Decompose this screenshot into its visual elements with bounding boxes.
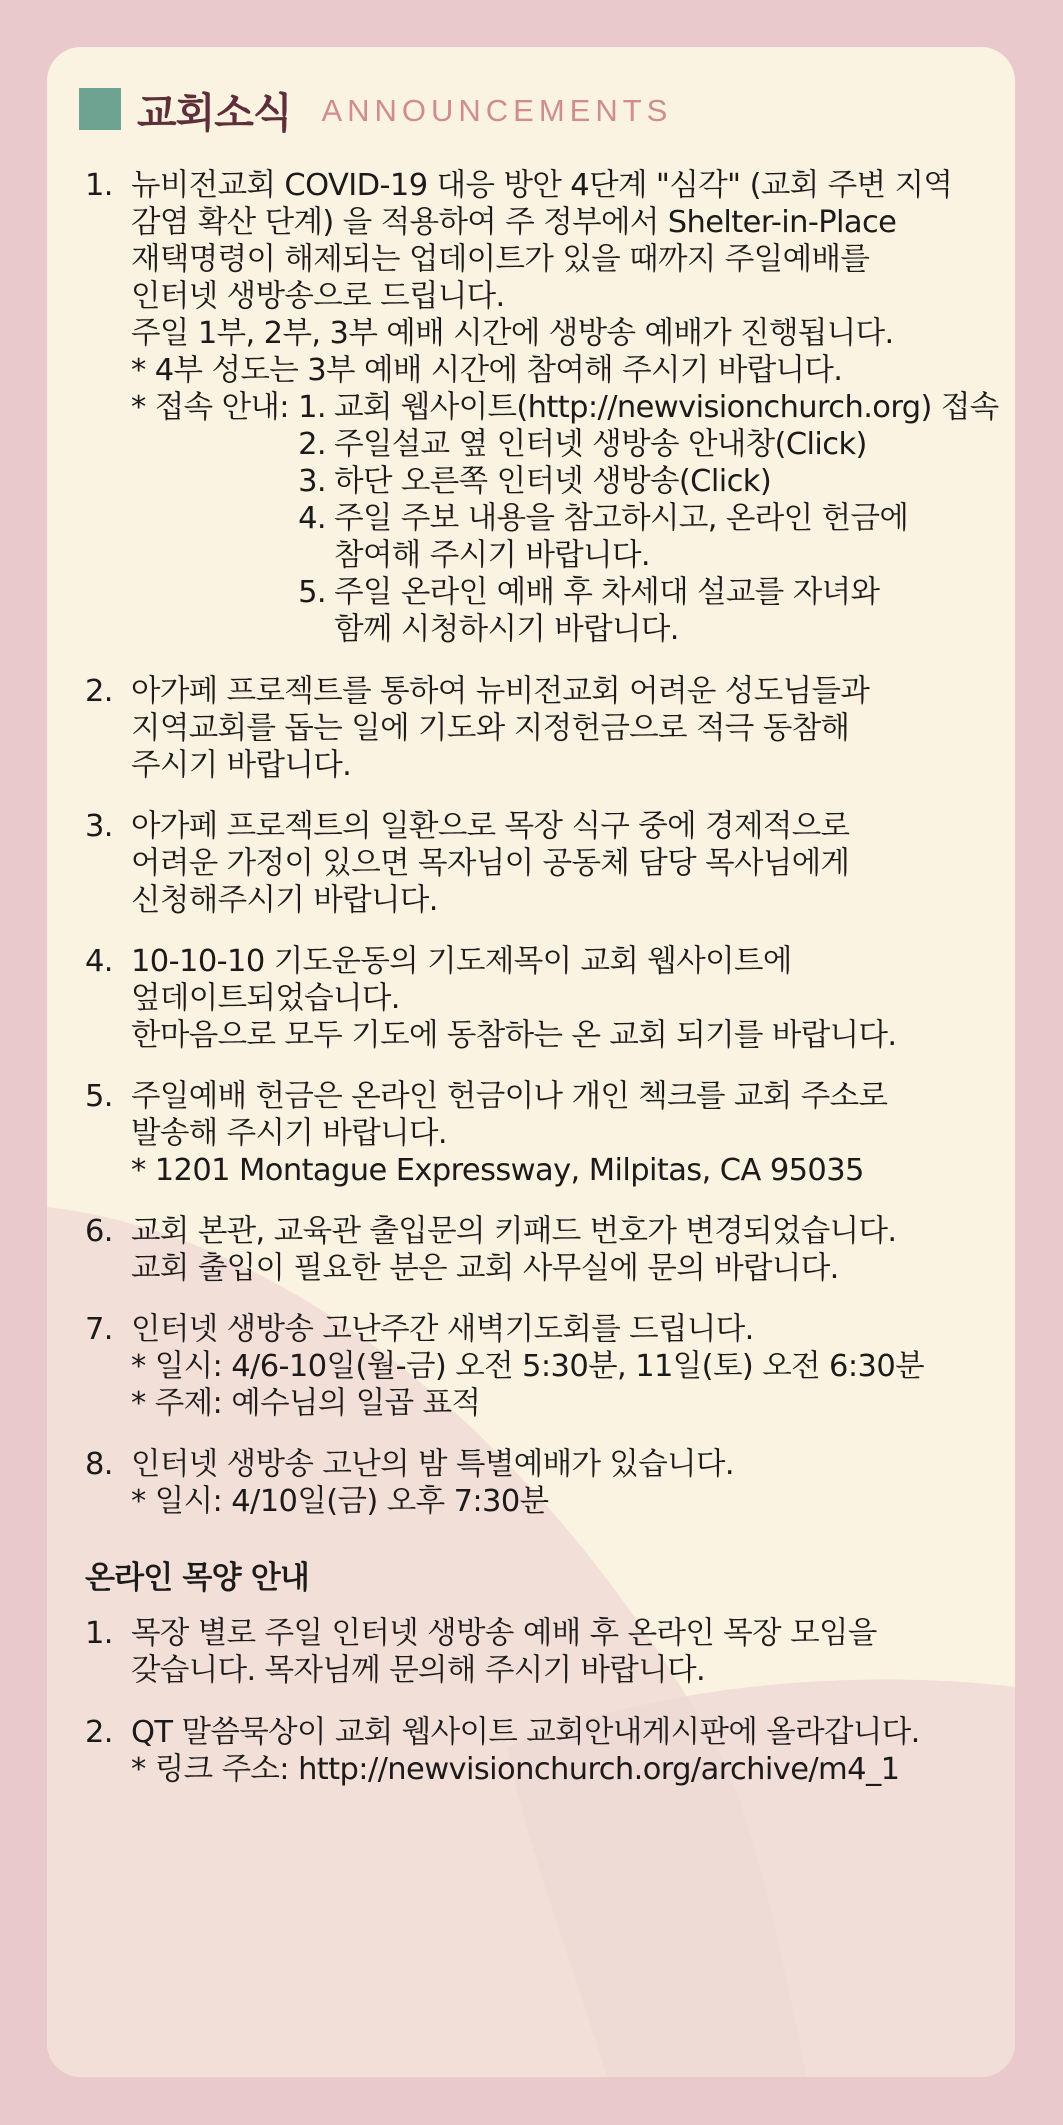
announcement-item <box>85 167 1015 648</box>
item-number: 7. <box>85 1312 113 1347</box>
item-line: 발송해 주시기 바랍니다. <box>131 1116 447 1151</box>
item-line: 뉴비전교회 COVID-19 대응 방안 4단계 "심각" (교회 주변 지역 <box>131 168 953 203</box>
item-number: 2. <box>85 1715 113 1750</box>
item-line: 아가페 프로젝트를 통하여 뉴비전교회 어려운 성도님들과 <box>131 674 870 709</box>
item-line: * 링크 주소: http://newvisionchurch.org/archive/m4_1 <box>131 1752 900 1787</box>
announcement-list <box>85 167 1015 1788</box>
item-line: 목장 별로 주일 인터넷 생방송 예배 후 온라인 목장 모임을 <box>131 1616 877 1651</box>
item-line: 교회 본관, 교육관 출입문의 키패드 번호가 변경되었습니다. <box>131 1214 897 1249</box>
access-step: 5. 주일 온라인 예배 후 차세대 설교를 자녀와 함께 시청하시기 바랍니다. <box>298 575 880 647</box>
announcement-item <box>85 673 1015 784</box>
announcement-item <box>85 1078 1015 1189</box>
title-korean: 교회소식 <box>137 88 292 137</box>
access-steps <box>298 389 999 648</box>
access-step: 3. 하단 오른쪽 인터넷 생방송(Click) <box>298 464 772 499</box>
item-line: 신청해주시기 바랍니다. <box>131 883 438 918</box>
item-number: 3. <box>85 809 113 844</box>
item-line: 한마음으로 모두 기도에 동참하는 온 교회 되기를 바랍니다. <box>131 1018 897 1053</box>
item-number: 6. <box>85 1214 113 1249</box>
item-line: 인터넷 생방송으로 드립니다. <box>131 279 505 314</box>
item-line: 인터넷 생방송 고난주간 새벽기도회를 드립니다. <box>131 1312 754 1347</box>
announcement-item <box>85 943 1015 1054</box>
online-section-title: 온라인 목양 안내 <box>85 1560 310 1596</box>
item-line: 지역교회를 돕는 일에 기도와 지정헌금으로 적극 동참해 <box>131 711 850 746</box>
announcement-item <box>85 808 1015 919</box>
announcement-item <box>85 1213 1015 1287</box>
item-number: 4. <box>85 944 113 979</box>
announcements-card <box>47 47 1015 2077</box>
item-line: 감염 확산 단계) 을 적용하여 주 정부에서 Shelter-in-Place <box>131 205 897 240</box>
access-label: * 접속 안내: <box>131 390 299 425</box>
item-number: 5. <box>85 1079 113 1114</box>
section-header <box>79 77 672 141</box>
item-number: 2. <box>85 674 113 709</box>
item-line: 엎데이트되었습니다. <box>131 981 400 1016</box>
announcement-item <box>85 1446 1015 1520</box>
access-step: 2. 주일설교 옆 인터넷 생방송 안내창(Click) <box>298 427 867 462</box>
item-line: 재택명령이 해제되는 업데이트가 있을 때까지 주일예배를 <box>131 242 870 277</box>
access-step: 4. 주일 주보 내용을 참고하시고, 온라인 헌금에 참여해 주시기 바랍니다. <box>298 501 909 573</box>
item-line: 아가페 프로젝트의 일환으로 목장 식구 중에 경제적으로 <box>131 809 850 844</box>
item-line: * 4부 성도는 3부 예배 시간에 참여해 주시기 바랍니다. <box>131 353 843 388</box>
item-number: 8. <box>85 1447 113 1482</box>
item-number: 1. <box>85 1616 113 1651</box>
item-line: 주시기 바랍니다. <box>131 748 352 783</box>
online-item <box>85 1714 1015 1788</box>
item-line: 주일 1부, 2부, 3부 예배 시간에 생방송 예배가 진행됩니다. <box>131 316 894 351</box>
item-number: 1. <box>85 168 113 203</box>
announcement-item <box>85 1311 1015 1422</box>
item-line: 교회 출입이 필요한 분은 교회 사무실에 문의 바랍니다. <box>131 1251 839 1286</box>
item-line: 인터넷 생방송 고난의 밤 특별예배가 있습니다. <box>131 1447 734 1482</box>
header-square-icon <box>79 88 121 130</box>
item-line: * 일시: 4/6-10일(월-금) 오전 5:30분, 11일(토) 오전 6:30분 <box>131 1349 925 1384</box>
access-guide <box>131 389 1015 648</box>
online-item <box>85 1615 1015 1689</box>
item-line: 갖습니다. 목자님께 문의해 주시기 바랍니다. <box>131 1653 706 1688</box>
item-line: 어려운 가정이 있으면 목자님이 공동체 담당 목사님에게 <box>131 846 850 881</box>
item-line: 주일예배 헌금은 온라인 헌금이나 개인 첵크를 교회 주소로 <box>131 1079 888 1114</box>
item-line: QT 말씀묵상이 교회 웹사이트 교회안내게시판에 올라갑니다. <box>131 1715 920 1750</box>
item-line: * 1201 Montague Expressway, Milpitas, CA 95035 <box>131 1153 864 1188</box>
title-english: ANNOUNCEMENTS <box>321 93 673 128</box>
access-step: 1. 교회 웹사이트(http://newvisionchurch.org) 접속 <box>298 390 999 425</box>
item-line: * 일시: 4/10일(금) 오후 7:30분 <box>131 1484 549 1519</box>
item-line: 10-10-10 기도운동의 기도제목이 교회 웹사이트에 <box>131 944 792 979</box>
item-line: * 주제: 예수님의 일곱 표적 <box>131 1386 481 1421</box>
